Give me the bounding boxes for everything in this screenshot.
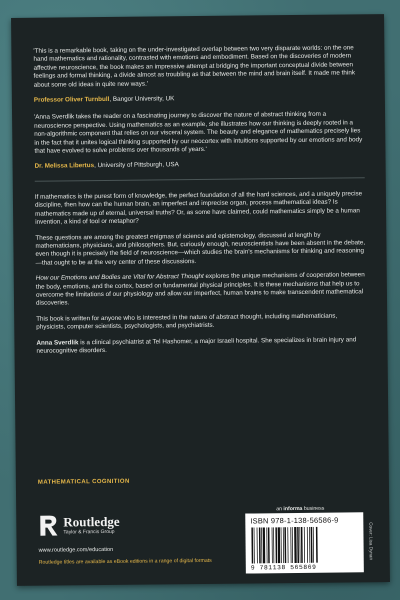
blurb-paragraph-1: If mathematics is the purest form of knowledge, the perfect foundation of all the hard sciences, and a uniquely precise discipline, then how can the human brain, an imperfect and imprecise organ, process mathematical ideas? Is mathematics made up of eternal, universal truths? Or, as some have claimed, could mathematics simply be a human invention, a kind of tool or metaphor? [34, 190, 363, 226]
barcode-bar [272, 527, 273, 563]
barcode-bar [297, 527, 299, 563]
endorsement-quote-1: 'This is a remarkable book, taking on the under-investigated overlap between two very disparate worlds: on the one hand mathematics and rationality, contrasted with emotions and embodiment. Based on the discoveries of modern affective neuroscience, the book makes an impressive attempt at bridging the important conceptual divide between feelings and formal thinking, a divide almost as troubling as that between the mind and brain itself. It made me think about some old ideas in quite new ways.' [33, 44, 355, 89]
cover-text-block [33, 44, 366, 363]
barcode-bar [287, 527, 288, 563]
isbn-barcode-box [245, 512, 364, 573]
barcode-bar [261, 527, 262, 563]
author-bio-text: is a clinical psychiatrist at Tel Hashomer, a major Israeli hospital. She specializes in brain injury and neurocognitive disorders. [36, 335, 357, 355]
blurb-paragraph-3-text: explores the unique mechanisms of cooperation between the body, emotions, and the cortex, based on fundamental physical principles. It is these mechanisms that help us to overcome the limitations of our physiology and allow our imperfect, human brains to make transcendent mathematical discoveries. [35, 271, 365, 308]
barcode-bar [273, 527, 274, 563]
barcode-bar [313, 527, 314, 563]
barcode-bar [307, 527, 308, 563]
informa-suffix: business [302, 505, 325, 512]
barcode-bar [290, 527, 291, 563]
barcode-bar [309, 527, 310, 563]
barcode-bar [316, 527, 318, 563]
barcode-bars [250, 526, 356, 563]
barcode-bar [259, 527, 261, 563]
informa-prefix: an [276, 506, 284, 513]
author-bio [36, 336, 366, 356]
barcode-bar [266, 527, 267, 563]
barcode-bar [254, 527, 255, 563]
routledge-logo-text [63, 515, 120, 536]
endorser-affiliation-1: , Bangor University, UK [109, 95, 175, 103]
barcode-bar [294, 527, 297, 563]
endorsement-attribution-1 [34, 93, 364, 105]
barcode-bar [284, 527, 286, 563]
routledge-logo [38, 514, 120, 537]
barcode-number: 9 781138 565869 [250, 563, 317, 572]
barcode-bar [283, 527, 284, 563]
informa-business-tag [276, 506, 324, 513]
barcode-bar [301, 527, 303, 563]
ebook-note: Routledge titles are available as eBook editions in a range of digital formats [38, 557, 212, 566]
barcode-bar [263, 527, 266, 563]
endorsement-quote-2: 'Anna Sverdlik takes the reader on a fascinating journey to discover the nature of abstract thinking from a neuroscience perspective. Using mathematics as an example, she illustrates how our thinking is deeply rooted in a non-algorithmic component that relies on our visceral system. The beauty and elegance of mathematics precisely lies in the fact that it unites logical thinking supported by our neocortex with intuitions supported by our emotions and body that have evolved to solve problems over thousands of years.' [34, 111, 363, 155]
barcode-bar [268, 527, 270, 563]
publisher-url: www.routledge.com/education [38, 546, 114, 554]
endorser-name-2: Dr. Melissa Libertus [34, 162, 95, 171]
routledge-logo-icon [38, 515, 58, 537]
barcode-bar [281, 527, 282, 563]
barcode-bar [278, 527, 281, 563]
informa-word: informa [283, 505, 303, 513]
barcode-bar [292, 527, 293, 563]
blurb-paragraph-2: These questions are among the greatest enigmas of science and epistemology, discussed at length by mathematicians, physicians, and philosophers. But, curiously enough, neuroscientists have been absent in the debate, even though it is precisely the field of neuroscience—which studies the brain's mechanisms for thinking and reasoning—that ought to be at the very center of these discussions. [35, 231, 366, 267]
barcode-bar [299, 527, 300, 563]
blurb-paragraph-4: This book is written for anyone who is interested in the nature of abstract thought, including mathematicians, physicists, computer scientists, psychologists, and psychiatrists. [36, 312, 338, 331]
publisher-name: Routledge [63, 513, 120, 530]
barcode-bar [304, 527, 305, 563]
book-title-italic: How our Emotions and Bodies are Vital for Abstract Thought [35, 273, 204, 282]
author-name: Anna Sverdlik [36, 338, 79, 347]
subject-category: MATHEMATICAL COGNITION [37, 478, 130, 486]
publisher-group: Taylor & Francis Group [63, 528, 115, 536]
blurb-paragraph-3 [36, 271, 366, 308]
endorsement-attribution-2 [35, 160, 365, 172]
section-divider [35, 177, 365, 181]
barcode-bar [257, 527, 258, 563]
barcode-bar [311, 527, 313, 563]
barcode-bar [251, 527, 253, 563]
endorser-affiliation-2: , University of Pittsburgh, USA [94, 161, 179, 170]
cover-credit: Cover: Lisa Dynan [368, 522, 374, 561]
barcode-bar [275, 527, 277, 563]
isbn-text: ISBN 978-1-138-56586-9 [250, 515, 339, 526]
endorser-name-1: Professor Oliver Turnbull [33, 95, 110, 104]
book-back-cover [11, 14, 390, 586]
